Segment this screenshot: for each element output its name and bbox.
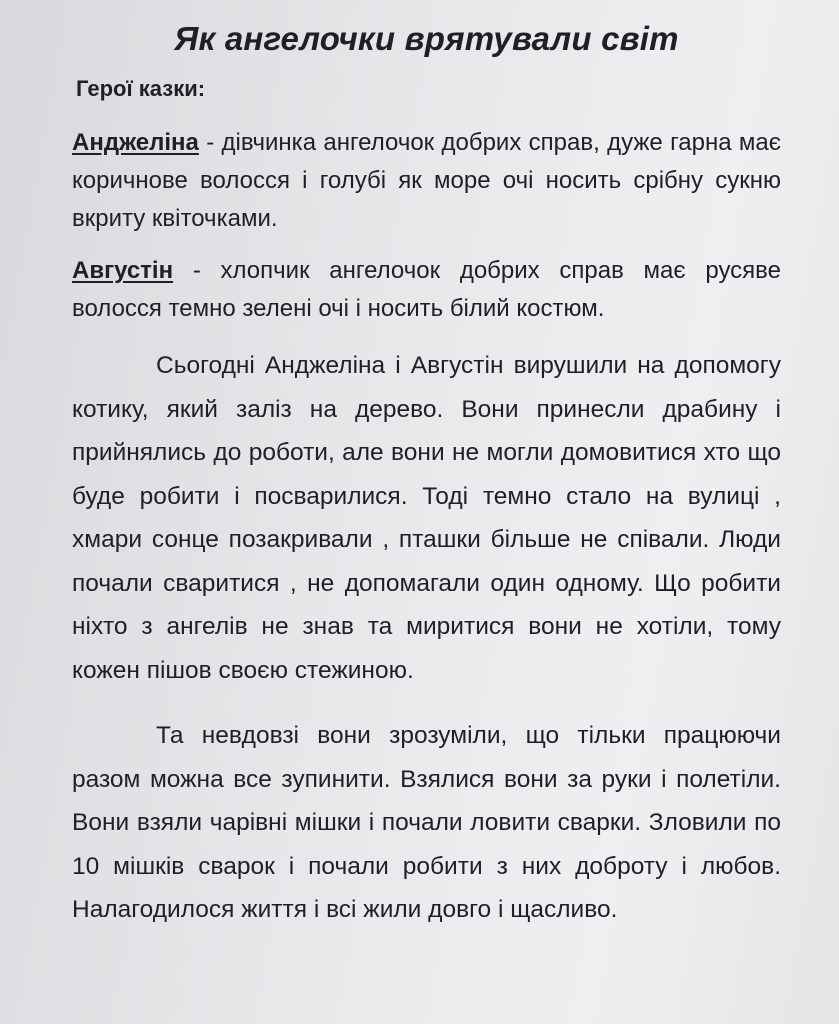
story-paragraph	[72, 714, 781, 932]
document-title: Як ангелочки врятували світ	[174, 20, 679, 57]
hero-description: - дівчинка ангелочок добрих справ, дуже гарна має коричнове волосся і голубі як море очі носить срібну сукню вкриту квіточками.	[72, 129, 781, 232]
hero-name: Анджеліна	[72, 129, 199, 156]
hero-entry-avgustin	[72, 252, 781, 328]
hero-description: - хлопчик ангелочок добрих справ має русяве волосся темно зелені очі і носить білий костюм.	[72, 257, 781, 322]
hero-entry-angelina	[72, 124, 781, 238]
story-paragraph-text: Та невдовзі вони зрозуміли, що тільки працюючи разом можна все зупинити. Взялися вони за руки і полетіли. Вони взяли чарівні мішки і почали ловити сварки. Зловили по 10 мішків сварок і почали робити з них доброту і любов. Налагодилося життя і всі жили довго і щасливо.	[72, 722, 781, 923]
story-paragraph-text: Сьогодні Анджеліна і Августін вирушили на допомогу котику, який заліз на дерево. Вони принесли драбину і прийнялись до роботи, але вони не могли домовитися хто що буде робити і посварилися. Тоді темно стало на вулиці , хмари сонце позакривали , пташки більше не співали. Люди почали сваритися , не допомагали один одному. Що робити ніхто з ангелів не знав та миритися вони не хотіли, тому кожен пішов своєю стежиною.	[72, 352, 781, 684]
heroes-heading: Герої казки:	[76, 76, 206, 101]
hero-name: Августін	[72, 257, 174, 284]
story-paragraph	[72, 344, 781, 692]
